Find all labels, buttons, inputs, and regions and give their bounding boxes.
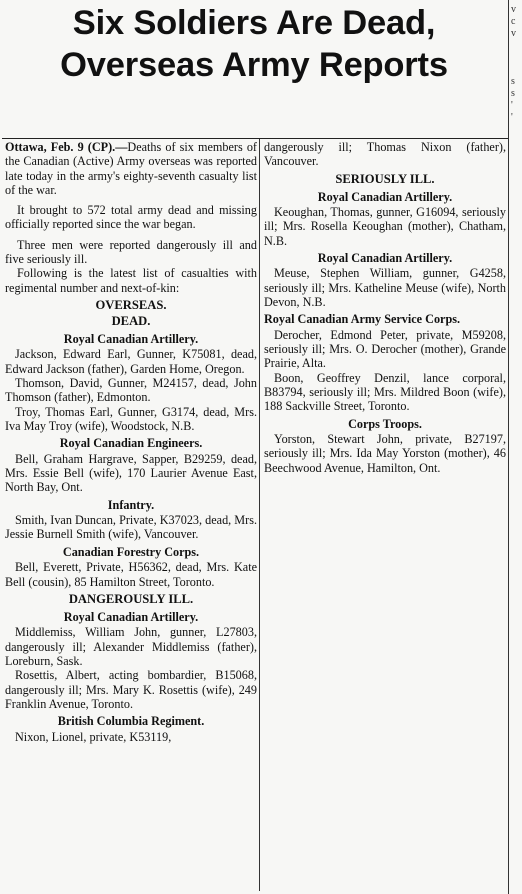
section-heading-dead: DEAD. xyxy=(111,313,151,328)
unit-heading: Royal Canadian Artillery. xyxy=(63,331,199,346)
headline-rule xyxy=(2,138,508,139)
paragraph: Three men were reported dangerously ill and five seriously ill. xyxy=(5,237,257,267)
casualty-entry: Bell, Everett, Private, H56362, dead, Mrs. Kate Bell (cousin), 85 Hamilton Street, Toronto. xyxy=(5,560,257,589)
casualty-entry: Nixon, Lionel, private, K53119, xyxy=(15,729,172,744)
headline-line-2: Overseas Army Reports xyxy=(60,46,448,84)
lead-text: Deaths of six members of the Canadian (Active) Army overseas was reported late today in the army's eighty-seventh casualty list of the war. xyxy=(5,140,257,197)
lead-paragraph xyxy=(5,140,257,197)
dateline: Ottawa, Feb. 9 (CP).— xyxy=(5,140,128,154)
column-1 xyxy=(5,140,257,744)
casualty-entry: Boon, Geoffrey Denzil, lance corporal, B83794, seriously ill; Mrs. Mildred Boon (wife), 188 Sackville Street, Toronto. xyxy=(264,370,506,414)
adjacent-column-fragment: v c v s s ' ' xyxy=(511,4,516,123)
unit-heading: Infantry. xyxy=(107,497,155,512)
unit-heading: Royal Canadian Engineers. xyxy=(59,436,203,451)
unit-heading: British Columbia Regiment. xyxy=(57,714,205,729)
casualty-entry: Meuse, Stephen William, gunner, G4258, seriously ill; Mrs. Katheline Meuse (wife), North Devon, N.B. xyxy=(264,266,506,310)
unit-heading: Canadian Forestry Corps. xyxy=(62,544,200,559)
section-heading-overseas: OVERSEAS. xyxy=(95,297,167,312)
casualty-entry: Bell, Graham Hargrave, Sapper, B29259, dead, Mrs. Essie Bell (wife), 170 Laurier Avenue East, North Bay, Ont. xyxy=(5,451,257,495)
casualty-entry: Thomson, David, Gunner, M24157, dead, John Thomson (father), Edmonton. xyxy=(5,376,257,405)
unit-heading: Royal Canadian Artillery. xyxy=(317,250,453,265)
headline-line-1: Six Soldiers Are Dead, xyxy=(72,4,436,42)
section-heading-dangerously-ill: DANGEROUSLY ILL. xyxy=(68,591,194,606)
unit-heading: Royal Canadian Army Service Corps. xyxy=(264,312,461,327)
column-2 xyxy=(264,140,506,475)
casualty-entry: Derocher, Edmond Peter, private, M59208, seriously ill; Mrs. O. Derocher (mother), Grande Prairie, Alta. xyxy=(264,327,506,371)
headline xyxy=(4,2,504,86)
casualty-entry: Keoughan, Thomas, gunner, G16094, seriously ill; Mrs. Rosella Keoughan (mother), Chatham, N.B. xyxy=(264,205,506,248)
unit-heading: Corps Troops. xyxy=(348,416,422,431)
unit-heading: Royal Canadian Artillery. xyxy=(63,609,199,624)
casualty-entry: Middlemiss, William John, gunner, L27803, dangerously ill; Alexander Middlemiss (father), Loreburn, Sask. xyxy=(5,625,257,668)
right-border-rule xyxy=(508,0,509,894)
unit-heading: Royal Canadian Artillery. xyxy=(317,189,453,204)
paragraph: Following is the latest list of casualties with regimental number and next-of-kin: xyxy=(5,266,257,295)
paragraph: It brought to 572 total army dead and missing officially reported since the war began. xyxy=(5,203,257,232)
casualty-entry-continued: dangerously ill; Thomas Nixon (father), Vancouver. xyxy=(264,140,506,169)
casualty-entry: Rosettis, Albert, acting bombardier, B15068, dangerously ill; Mrs. Mary K. Rosettis (wife), 249 Franklin Avenue, Toronto. xyxy=(5,668,257,711)
casualty-entry: Troy, Thomas Earl, Gunner, G3174, dead, Mrs. Iva May Troy (wife), Woodstock, N.B. xyxy=(5,404,257,433)
section-heading-seriously-ill: SERIOUSLY ILL. xyxy=(335,171,435,186)
column-rule xyxy=(259,139,260,891)
casualty-entry: Smith, Ivan Duncan, Private, K37023, dead, Mrs. Jessie Burnell Smith (wife), Vancouver. xyxy=(5,513,257,542)
casualty-entry: Jackson, Edward Earl, Gunner, K75081, dead, Edward Jackson (father), Garden Home, Oregon. xyxy=(5,347,257,376)
casualty-entry: Yorston, Stewart John, private, B27197, seriously ill; Mrs. Ida May Yorston (mother), 46 Beechwood Avenue, Hamilton, Ont. xyxy=(264,432,506,475)
